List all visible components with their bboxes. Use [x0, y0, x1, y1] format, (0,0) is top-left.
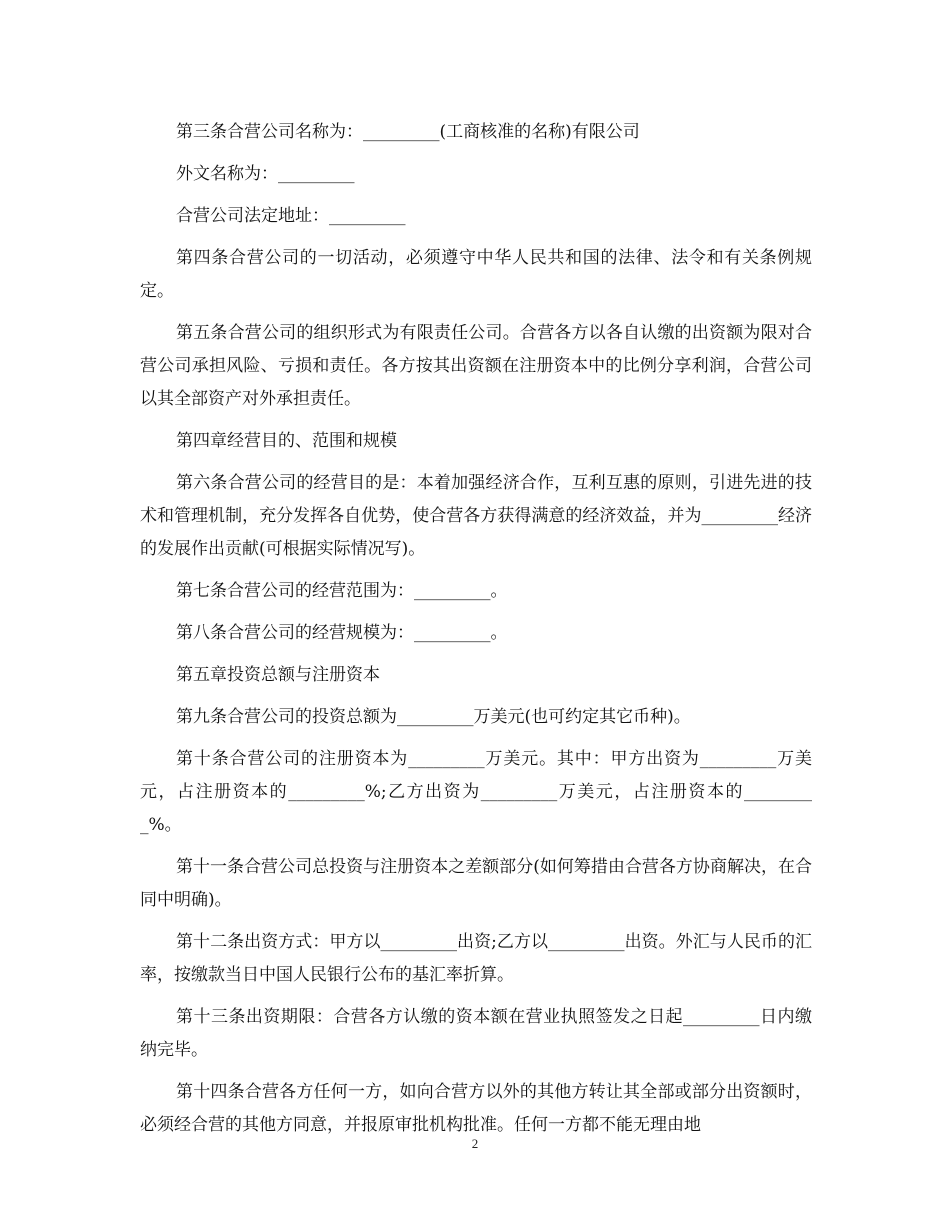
page-number: 2 [471, 1136, 479, 1151]
document-body [140, 116, 812, 1151]
paragraph-legal-address: 合营公司法定地址：_________ [176, 206, 406, 226]
paragraph-article-14: 第十四条合营各方任何一方，如向合营方以外的其他方转让其全部或部分出资额时，必须经合营的其他方同意，并报原审批机构批准。任何一方都不能无理由地 [140, 1082, 812, 1135]
paragraph-article-10: 第十条合营公司的注册资本为_________万美元。其中：甲方出资为_________万美元，占注册资本的_________%;乙方出资为_________万美元，占注册资本的_________%。 [140, 749, 812, 835]
paragraph-article-7: 第七条合营公司的经营范围为：_________。 [176, 581, 508, 601]
paragraph-article-6: 第六条合营公司的经营目的是：本着加强经济合作，互利互惠的原则，引进先进的技术和管理机制，充分发挥各自优势，使合营各方获得满意的经济效益，并为_________经济的发展作出贡献(可根据实际情况写)。 [140, 473, 812, 559]
chapter-heading-5: 第五章投资总额与注册资本 [176, 665, 380, 685]
paragraph-article-13: 第十三条出资期限：合营各方认缴的资本额在营业执照签发之日起_________日内缴纳完毕。 [140, 1007, 812, 1060]
paragraph-article-4: 第四条合营公司的一切活动，必须遵守中华人民共和国的法律、法令和有关条例规定。 [140, 248, 812, 301]
paragraph-article-9: 第九条合营公司的投资总额为_________万美元(也可约定其它币种)。 [176, 707, 691, 727]
paragraph-article-8: 第八条合营公司的经营规模为：_________。 [176, 623, 508, 643]
paragraph-article-3-company-name: 第三条合营公司名称为：_________(工商核准的名称)有限公司 [176, 122, 640, 142]
paragraph-foreign-name: 外文名称为：_________ [176, 164, 355, 184]
paragraph-article-5: 第五条合营公司的组织形式为有限责任公司。合营各方以各自认缴的出资额为限对合营公司承担风险、亏损和责任。各方按其出资额在注册资本中的比例分享利润，合营公司以其全部资产对外承担责任。 [140, 323, 812, 409]
paragraph-article-11: 第十一条合营公司总投资与注册资本之差额部分(如何筹措由合营各方协商解决，在合同中明确)。 [140, 857, 812, 910]
chapter-heading-4: 第四章经营目的、范围和规模 [176, 431, 397, 451]
paragraph-article-12: 第十二条出资方式：甲方以_________出资;乙方以_________出资。外汇与人民币的汇率，按缴款当日中国人民银行公布的基汇率折算。 [140, 932, 812, 985]
